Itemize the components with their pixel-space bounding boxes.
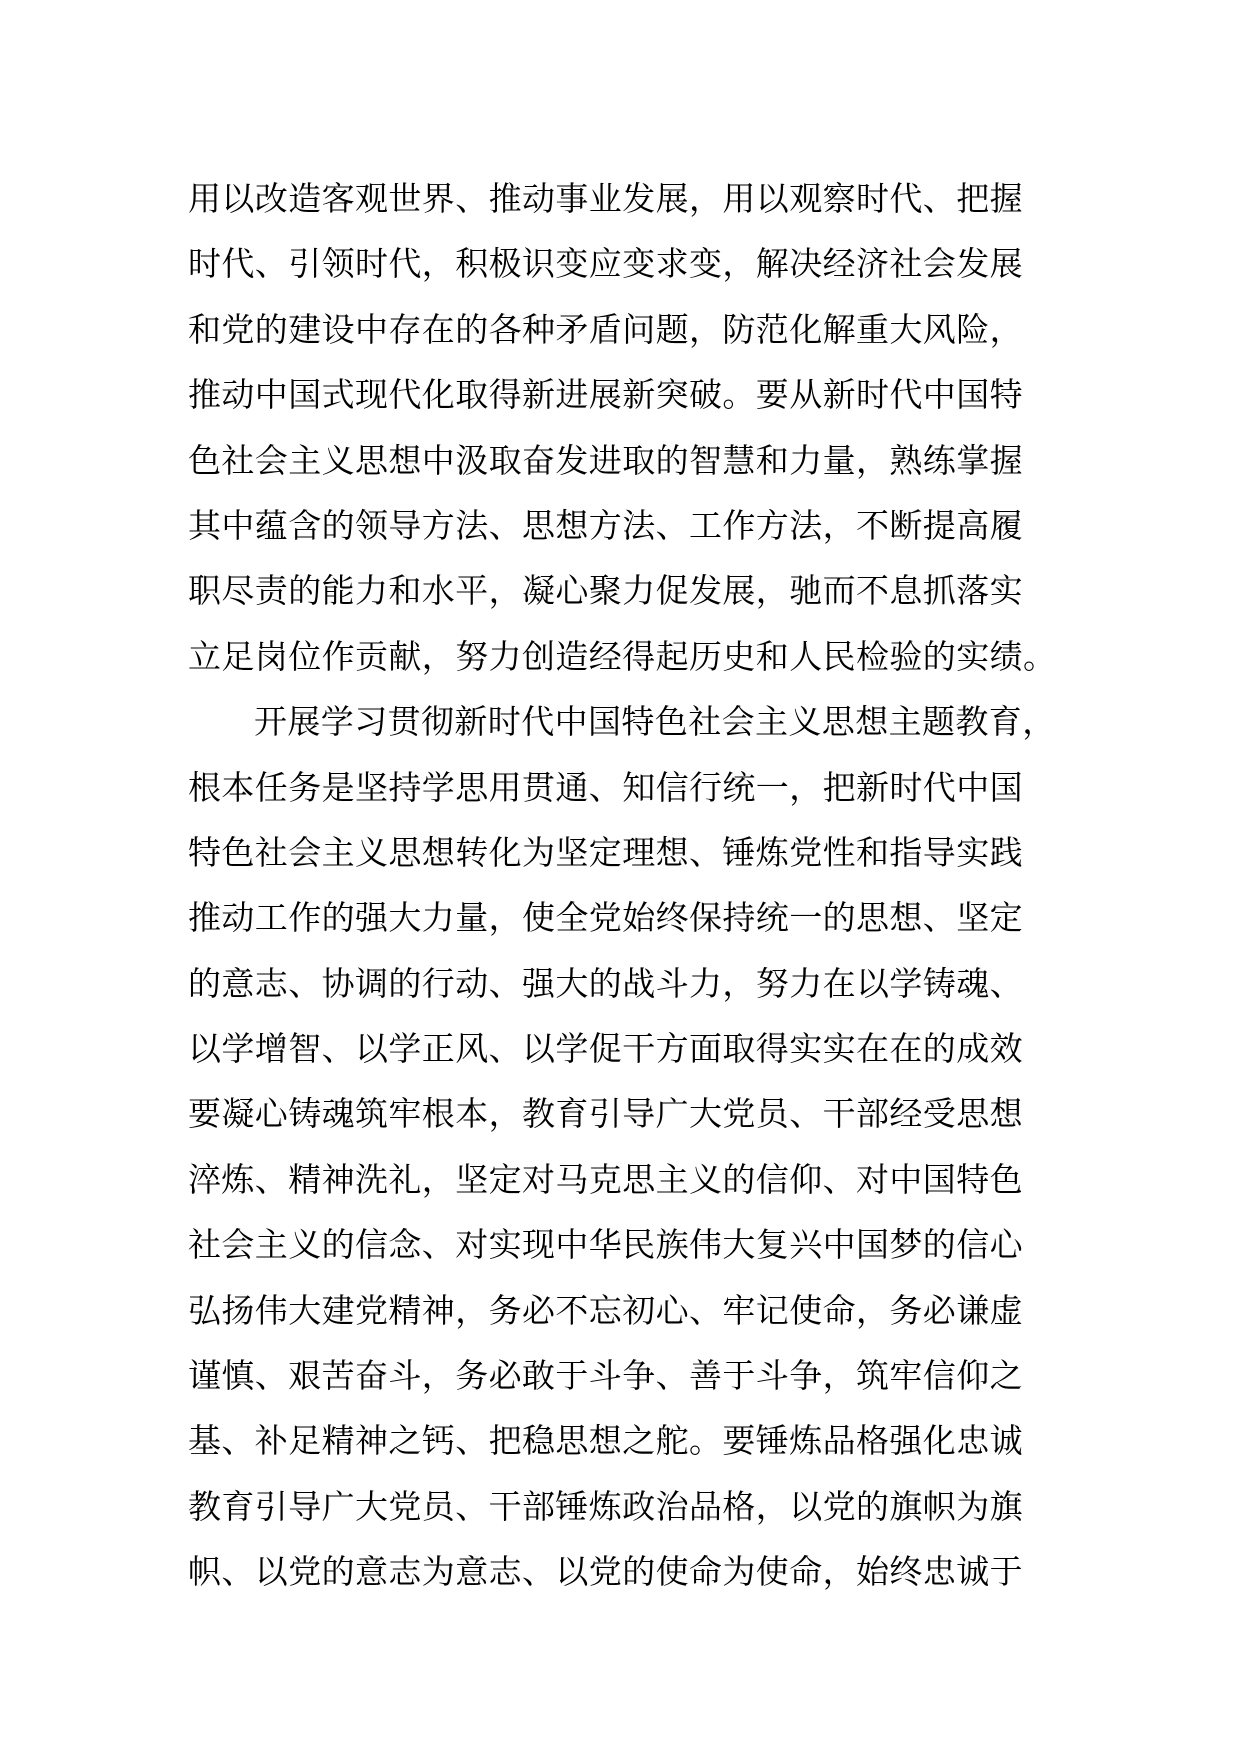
- text-line: 职尽责的能力和水平，凝心聚力促发展，驰而不息抓落实: [188, 571, 1023, 611]
- text-line: 淬炼、精神洗礼，坚定对马克思主义的信仰、对中国特色: [188, 1159, 1023, 1199]
- text-line: 色社会主义思想中汲取奋发进取的智慧和力量，熟练掌握: [188, 440, 1023, 480]
- text-line: 谨慎、艰苦奋斗，务必敢于斗争、善于斗争，筑牢信仰之: [188, 1356, 1023, 1396]
- text-line: 和党的建设中存在的各种矛盾问题，防范化解重大风险，: [188, 309, 1023, 349]
- text-line: 立足岗位作贡献，努力创造经得起历史和人民检验的实绩。: [188, 636, 1057, 676]
- paragraph-start-line: 开展学习贯彻新时代中国特色社会主义思想主题教育，: [254, 702, 1056, 742]
- text-line: 要凝心铸魂筑牢根本，教育引导广大党员、干部经受思想: [188, 1094, 1023, 1134]
- text-line: 用以改造客观世界、推动事业发展，用以观察时代、把握: [188, 179, 1023, 218]
- text-line: 推动工作的强大力量，使全党始终保持统一的思想、坚定: [188, 898, 1023, 938]
- text-line: 基、补足精神之钙、把稳思想之舵。要锤炼品格强化忠诚: [188, 1421, 1023, 1461]
- text-line: 时代、引领时代，积极识变应变求变，解决经济社会发展: [188, 244, 1023, 284]
- text-line: 其中蕴含的领导方法、思想方法、工作方法，不断提高履: [188, 505, 1023, 545]
- text-line: 弘扬伟大建党精神，务必不忘初心、牢记使命，务必谦虚: [188, 1290, 1023, 1330]
- text-line: 以学增智、以学正风、以学促干方面取得实实在在的成效: [188, 1029, 1023, 1069]
- text-line: 推动中国式现代化取得新进展新突破。要从新时代中国特: [188, 375, 1023, 415]
- text-line: 社会主义的信念、对实现中华民族伟大复兴中国梦的信心: [188, 1225, 1023, 1265]
- text-line: 的意志、协调的行动、强大的战斗力，努力在以学铸魂、: [188, 963, 1023, 1003]
- body-text: [188, 166, 1108, 1605]
- text-line: 根本任务是坚持学思用贯通、知信行统一，把新时代中国: [188, 767, 1023, 807]
- text-line: 帜、以党的意志为意志、以党的使命为使命，始终忠诚于: [188, 1552, 1023, 1592]
- text-line: 特色社会主义思想转化为坚定理想、锤炼党性和指导实践: [188, 832, 1023, 872]
- text-line: 教育引导广大党员、干部锤炼政治品格，以党的旗帜为旗: [188, 1486, 1023, 1526]
